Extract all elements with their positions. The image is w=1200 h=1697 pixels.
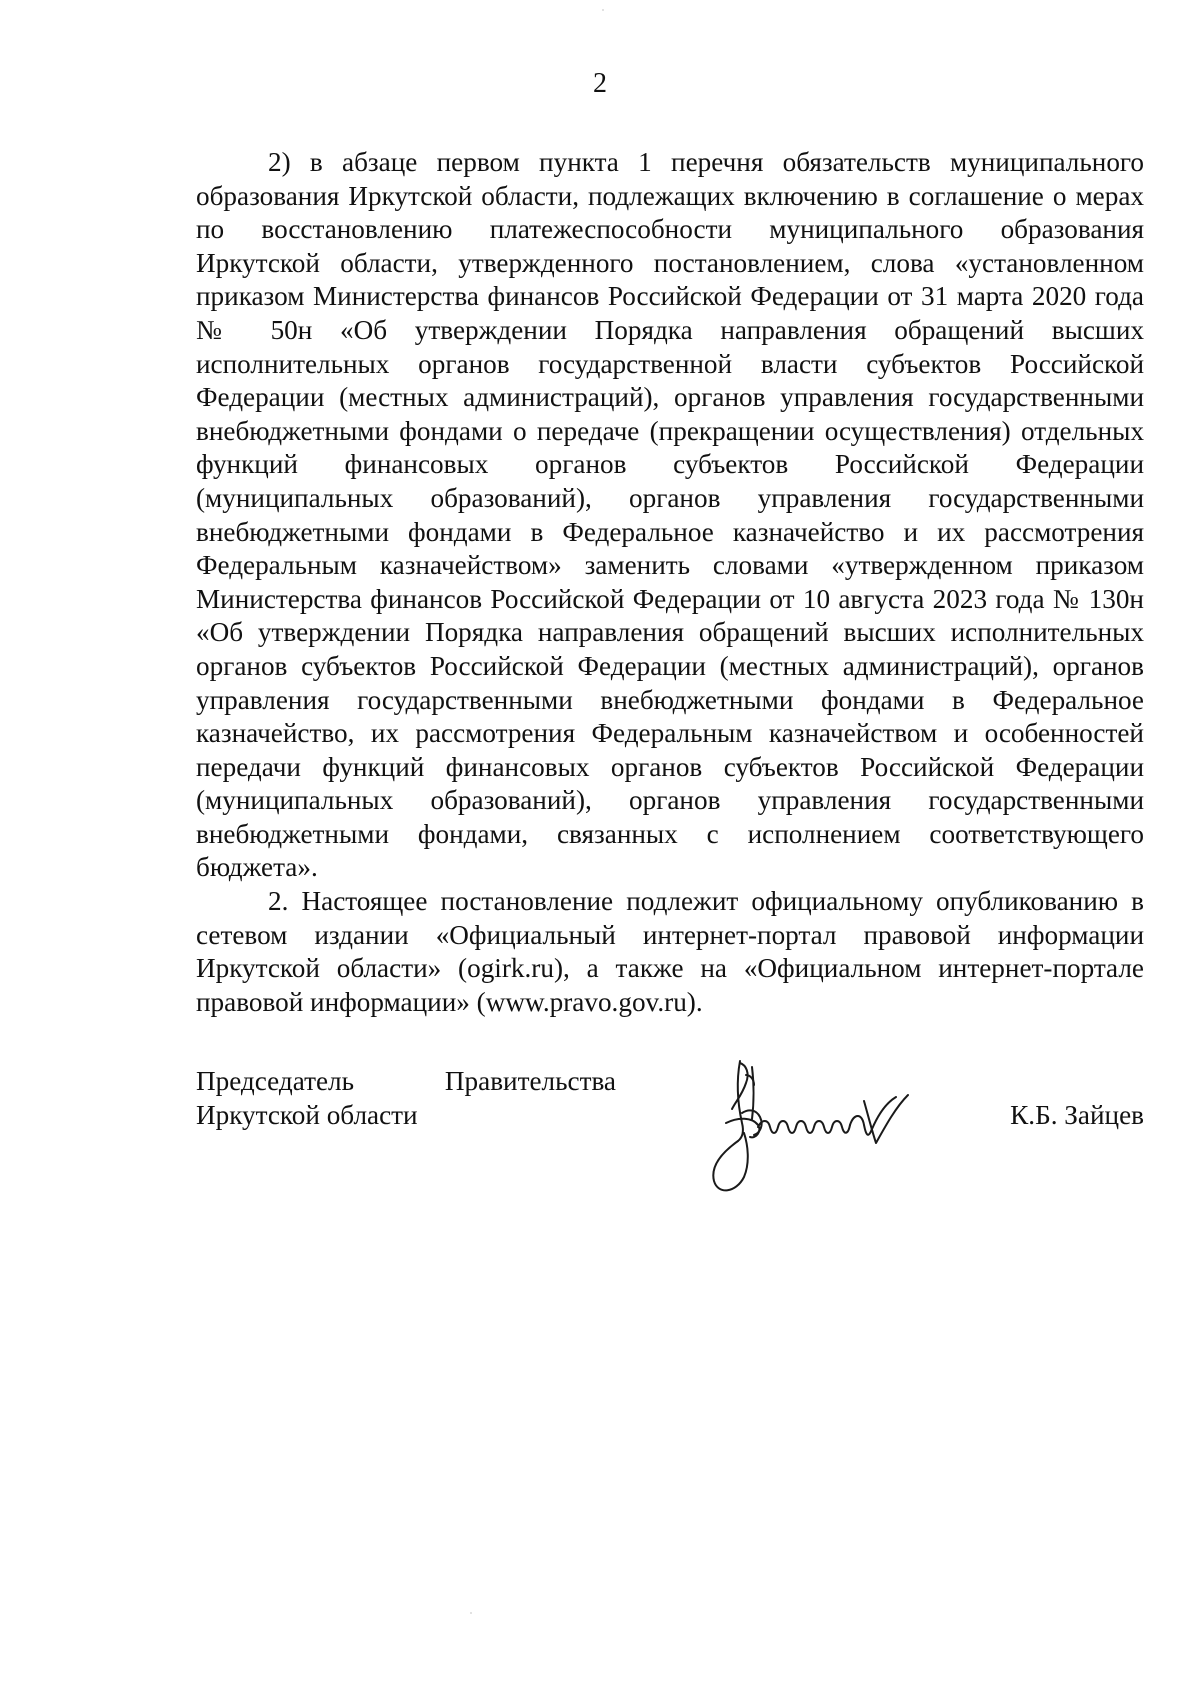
paragraph-amendment: 2) в абзаце первом пункта 1 перечня обязательств муниципального образования Иркутской области, подлежащих включению в соглашение о мерах по восстановлению платежеспособности муниципального образования Иркутской области, утвержденного постановлением, слова «установленном приказом Министерства финансов Российской Федерации от 31 марта 2020 года № 50н «Об утверждении Порядка направления обращений высших исполнительных органов государственной власти субъектов Российской Федерации (местных администраций), органов управления государственными внебюджетными фондами о передаче (прекращении осуществления) отдельных функций финансовых органов субъектов Российской Федерации (муниципальных образований), органов управления государственными внебюджетными фондами в Федеральное казначейство и их рассмотрения Федеральным казначейством» заменить словами «утвержденном приказом Министерства финансов Российской Федерации от 10 августа 2023 года № 130н «Об утверждении Порядка направления обращений высших исполнительных органов субъектов Российской Федерации (местных администраций), органов управления государственными внебюджетными фондами в Федеральное казначейство, их рассмотрения Федеральным казначейством и особенностей передачи функций финансовых органов субъектов Российской Федерации (муниципальных образований), органов управления государственными внебюджетными фондами, связанных с исполнением соответствующего бюджета».	[196, 147, 1144, 883]
signatory-title	[196, 1065, 616, 1132]
signatory-title-word1: Председатель	[196, 1066, 354, 1096]
signatory-name: К.Б. Зайцев	[1010, 1100, 1144, 1130]
scan-artifact	[470, 1612, 472, 1614]
handwritten-signature	[696, 1053, 956, 1203]
signatory-title-line1	[196, 1065, 616, 1099]
signatory-title-word2: Правительства	[444, 1066, 616, 1096]
page-number: 2	[593, 68, 607, 99]
document-body	[196, 146, 1144, 1019]
scan-artifact	[602, 9, 604, 11]
signatory-title-line2: Иркутской области	[196, 1099, 418, 1130]
paragraph-publication: 2. Настоящее постановление подлежит официальному опубликованию в сетевом издании «Официальный интернет-портал правовой информации Иркутской области» (ogirk.ru), а также на «Официальном интернет-портале правовой информации» (www.pravo.gov.ru).	[196, 886, 1144, 1017]
signature-block	[196, 1065, 1144, 1205]
